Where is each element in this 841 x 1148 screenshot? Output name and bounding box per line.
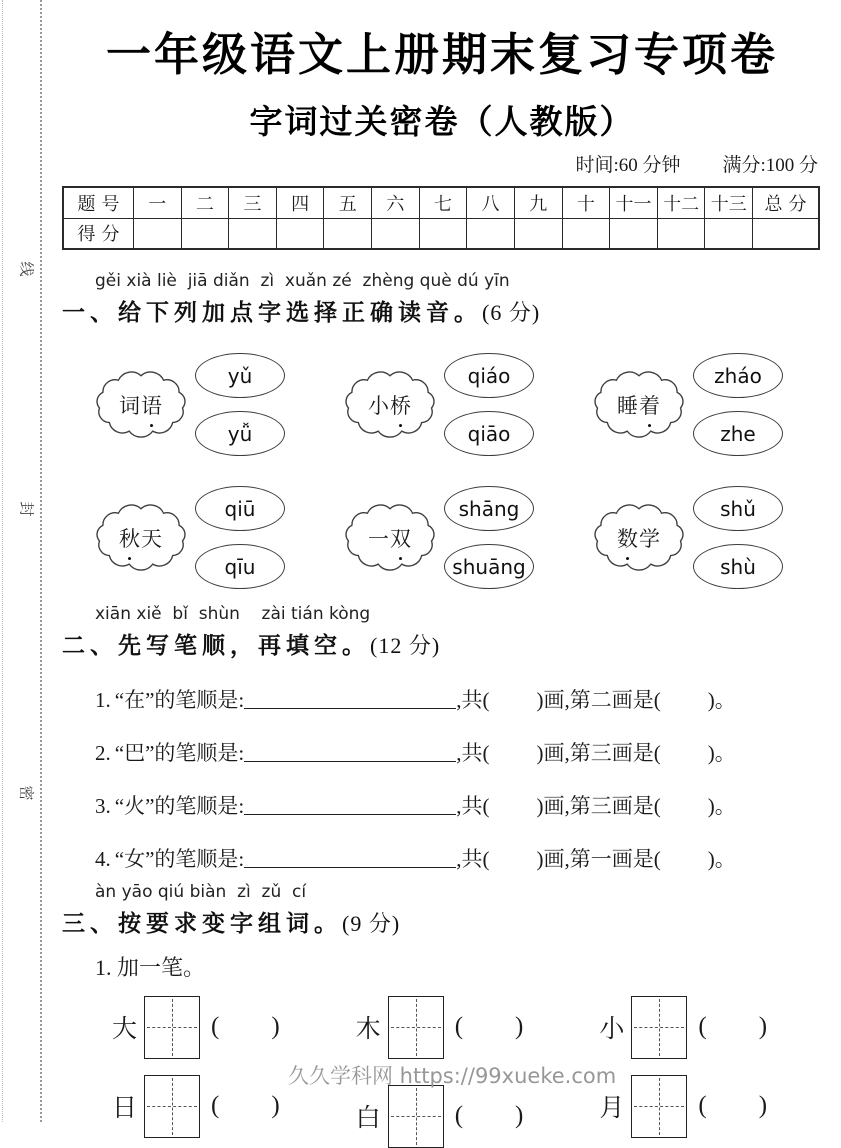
section2-pinyin: xiān xiě bǐ shùn zài tián kòng — [95, 604, 371, 624]
paren-close: ) — [271, 1013, 280, 1040]
score-table-header-cell: 十 — [562, 187, 610, 218]
pinyin-option[interactable]: shāng — [444, 486, 534, 531]
character: 天 — [141, 526, 163, 551]
item-end-text: )。 — [707, 794, 736, 818]
base-character: 日 — [112, 1095, 138, 1122]
add-stroke-unit — [112, 996, 280, 1059]
score-table-header-cell: 五 — [324, 187, 372, 218]
add-stroke-unit — [599, 1075, 767, 1138]
base-character: 大 — [112, 1016, 138, 1043]
score-cell[interactable] — [133, 218, 181, 249]
fold-mark-seal: 封 — [17, 501, 34, 517]
item-end-text: )。 — [707, 741, 736, 765]
cloud-word-text — [590, 500, 688, 576]
score-table-header-cell: 二 — [181, 187, 229, 218]
word-cloud — [341, 500, 439, 576]
base-character: 小 — [599, 1016, 625, 1043]
stroke-order-item — [62, 790, 822, 819]
pinyin-options — [693, 486, 783, 589]
item-number: 4. — [95, 847, 111, 871]
score-cell[interactable] — [181, 218, 229, 249]
word-cloud — [590, 500, 688, 576]
paren-close: ) — [758, 1013, 768, 1040]
pinyin-choice-group — [92, 486, 285, 589]
pinyin-option[interactable]: yǚ — [195, 411, 285, 456]
pinyin-choice-group — [92, 353, 285, 456]
choice-row-2 — [62, 486, 822, 589]
dotted-character: 双 • — [390, 523, 412, 553]
paren-open: ( — [698, 1013, 707, 1040]
score-cell[interactable] — [705, 218, 753, 249]
score-cell[interactable] — [514, 218, 562, 249]
score-cell[interactable] — [372, 218, 420, 249]
stroke-order-blank[interactable] — [244, 689, 456, 709]
score-cell[interactable] — [324, 218, 372, 249]
nth-stroke-text: )画,第三画是( — [536, 794, 661, 818]
pinyin-option[interactable]: shuāng — [444, 544, 534, 589]
paren-open: ( — [698, 1092, 707, 1119]
pinyin-option[interactable]: zháo — [693, 353, 783, 398]
word-cloud — [92, 367, 190, 443]
score-cell[interactable] — [610, 218, 658, 249]
item-end-text: )。 — [707, 847, 736, 871]
add-stroke-unit — [112, 1075, 280, 1138]
section3-title: 三、按要求变字组词。(9 分) — [62, 910, 401, 936]
score-table-header-cell: 九 — [514, 187, 562, 218]
score-cell[interactable] — [419, 218, 467, 249]
stroke-order-item — [62, 684, 822, 713]
pinyin-option[interactable]: qiáo — [444, 353, 534, 398]
section2-title: 二、先写笔顺，再填空。(12 分) — [62, 632, 441, 658]
score-row-label: 得分 — [63, 218, 133, 249]
tianzige-box[interactable] — [388, 1085, 444, 1148]
score-table — [62, 186, 820, 250]
stroke-order-blank[interactable] — [244, 848, 456, 868]
add-stroke-unit — [599, 996, 767, 1059]
stroke-order-items — [62, 684, 822, 872]
base-character: 月 — [599, 1095, 625, 1122]
cloud-word-text — [341, 500, 439, 576]
cloud-word-text — [590, 367, 688, 443]
paren-close: ) — [515, 1013, 524, 1040]
stroke-order-blank[interactable] — [244, 795, 456, 815]
pinyin-option[interactable]: qiū — [195, 486, 285, 531]
total-strokes-text: ,共( — [456, 794, 490, 818]
section1-title: 一、给下列加点字选择正确读音。(6 分) — [62, 299, 541, 325]
item-lead-text: “女”的笔顺是: — [114, 847, 245, 871]
answer-parens[interactable] — [455, 1102, 524, 1130]
section1-points: (6 分) — [482, 300, 541, 325]
add-stroke-row — [62, 993, 822, 1061]
character: 睡 — [617, 393, 639, 418]
score-table-header-cell: 三 — [229, 187, 277, 218]
time-limit-label: 时间:60 分钟 — [575, 155, 681, 176]
paren-close: ) — [271, 1092, 280, 1119]
score-table-header-cell: 十三 — [705, 187, 753, 218]
pinyin-options — [195, 486, 285, 589]
answer-parens[interactable] — [211, 1013, 280, 1041]
score-table-header-cell: 题号 — [63, 187, 133, 218]
nth-stroke-text: )画,第一画是( — [536, 847, 661, 871]
full-score-label: 满分:100 分 — [722, 155, 818, 176]
paren-open: ( — [454, 1102, 464, 1129]
score-cell[interactable] — [467, 218, 515, 249]
score-cell[interactable] — [657, 218, 705, 249]
pinyin-option[interactable]: qīu — [195, 544, 285, 589]
pinyin-options — [195, 353, 285, 456]
page-left-edge-dotted-line — [2, 0, 3, 1122]
section3-pinyin: àn yāo qiú biàn zì zǔ cí — [95, 882, 307, 902]
base-character: 白 — [355, 1105, 381, 1132]
pinyin-choice-group — [341, 486, 534, 589]
score-table-score-row — [63, 218, 819, 249]
score-table-header-cell: 十二 — [657, 187, 705, 218]
cloud-word-text — [341, 367, 439, 443]
paren-open: ( — [211, 1092, 220, 1119]
total-strokes-text: ,共( — [456, 847, 490, 871]
item-number: 3. — [95, 794, 111, 818]
item-end-text: )。 — [707, 688, 736, 712]
cloud-word-text — [92, 367, 190, 443]
score-cell[interactable] — [753, 218, 819, 249]
section1-pinyin: gěi xià liè jiā diǎn zì xuǎn zé zhèng què dú yīn — [95, 271, 510, 291]
character: 一 — [368, 526, 390, 551]
item-lead-text: “巴”的笔顺是: — [114, 741, 245, 765]
pinyin-option[interactable]: shù — [693, 544, 783, 589]
paren-open: ( — [454, 1013, 464, 1040]
paren-open: ( — [211, 1013, 220, 1040]
score-cell[interactable] — [276, 218, 324, 249]
total-strokes-text: ,共( — [456, 741, 490, 765]
answer-parens[interactable] — [211, 1092, 280, 1120]
item-lead-text: “火”的笔顺是: — [114, 794, 245, 818]
cloud-word-text — [92, 500, 190, 576]
item-number: 2. — [95, 741, 111, 765]
page-subtitle: 字词过关密卷（人教版） — [249, 105, 635, 141]
tianzige-box[interactable] — [144, 996, 200, 1059]
base-character: 木 — [355, 1016, 381, 1043]
dotted-character: 语 • — [141, 390, 163, 420]
item-lead-text: “在”的笔顺是: — [114, 688, 245, 712]
item-number: 1. — [95, 688, 111, 712]
word-cloud — [92, 500, 190, 576]
score-table-header-cell: 总分 — [753, 187, 819, 218]
score-cell[interactable] — [562, 218, 610, 249]
answer-parens[interactable] — [698, 1092, 767, 1120]
tianzige-box[interactable] — [631, 1075, 687, 1138]
score-cell[interactable] — [229, 218, 277, 249]
seal-dotted-line — [40, 0, 42, 1122]
pinyin-option[interactable]: qiāo — [444, 411, 534, 456]
dotted-character: 数 • — [617, 523, 639, 553]
paren-close: ) — [758, 1092, 768, 1119]
score-table-header-cell: 六 — [372, 187, 420, 218]
watermark: 久久学科网 https://99xueke.com — [288, 1064, 617, 1088]
character: 学 — [639, 526, 661, 551]
page-title: 一年级语文上册期末复习专项卷 — [105, 30, 778, 80]
section3-points: (9 分) — [342, 911, 401, 936]
score-table-header-cell: 一 — [133, 187, 181, 218]
nth-stroke-text: )画,第三画是( — [536, 741, 661, 765]
total-strokes-text: ,共( — [456, 688, 490, 712]
add-stroke-unit — [356, 996, 524, 1059]
score-table-header-row — [63, 187, 819, 218]
stroke-order-item — [62, 843, 822, 872]
pinyin-option[interactable]: zhe — [693, 411, 783, 456]
pinyin-options — [693, 353, 783, 456]
pinyin-options — [444, 486, 534, 589]
character: 小 — [368, 393, 390, 418]
pinyin-option[interactable]: shǔ — [693, 486, 783, 531]
dotted-character: 着 • — [639, 390, 661, 420]
exam-paper — [62, 0, 822, 1140]
pinyin-options — [444, 353, 534, 456]
tianzige-box[interactable] — [144, 1075, 200, 1138]
pinyin-option[interactable]: yǔ — [195, 353, 285, 398]
score-table-header-cell: 七 — [419, 187, 467, 218]
dotted-character: 桥 • — [390, 390, 412, 420]
tianzige-box[interactable] — [388, 996, 444, 1059]
fold-mark-line: 线 — [17, 261, 34, 277]
add-stroke-unit — [356, 1085, 524, 1148]
score-table-header-cell: 十一 — [610, 187, 658, 218]
tianzige-box[interactable] — [631, 996, 687, 1059]
word-cloud — [590, 367, 688, 443]
choice-row-1 — [62, 353, 822, 456]
section2-points: (12 分) — [370, 633, 441, 658]
pinyin-choice-group — [590, 353, 783, 456]
dotted-character: 秋 • — [119, 523, 141, 553]
stroke-order-blank[interactable] — [244, 742, 456, 762]
section3-subitem: 1. 加一笔。 — [95, 955, 206, 980]
word-cloud — [341, 367, 439, 443]
pinyin-choice-group — [341, 353, 534, 456]
answer-parens[interactable] — [698, 1013, 767, 1041]
nth-stroke-text: )画,第二画是( — [536, 688, 661, 712]
character: 词 — [119, 393, 141, 418]
stroke-order-item — [62, 737, 822, 766]
paren-close: ) — [515, 1102, 524, 1129]
score-table-header-cell: 四 — [276, 187, 324, 218]
fold-mark-secret: 密 — [17, 785, 34, 801]
score-table-header-cell: 八 — [467, 187, 515, 218]
answer-parens[interactable] — [455, 1013, 524, 1041]
pinyin-choice-group — [590, 486, 783, 589]
exam-info-line — [62, 150, 822, 177]
